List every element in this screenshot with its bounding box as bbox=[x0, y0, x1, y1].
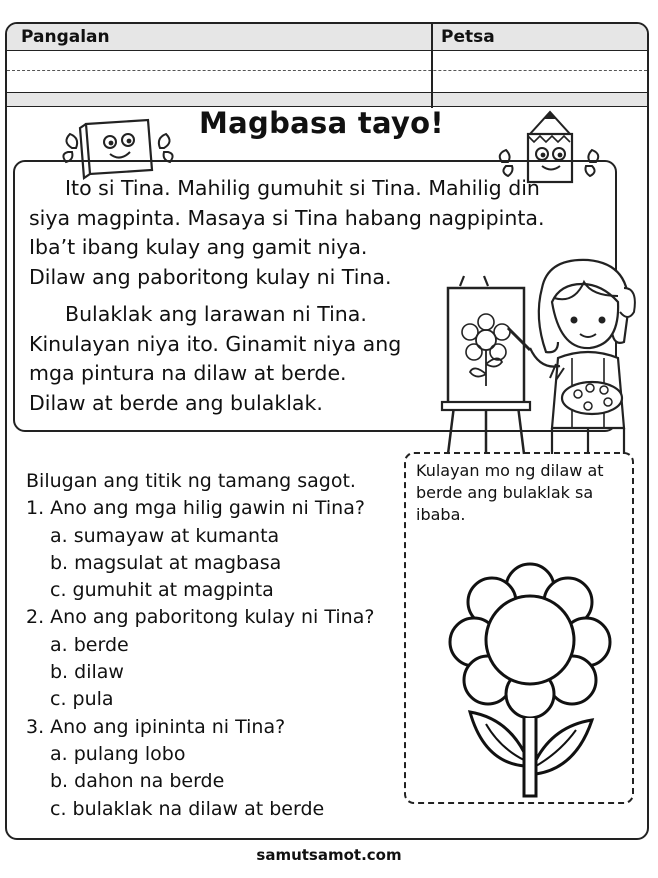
writing-line-top bbox=[7, 92, 647, 93]
coloring-instruction: Kulayan mo ng dilaw at berde ang bulaklak sa ibaba. bbox=[416, 461, 604, 524]
choice-2a[interactable]: a. berde bbox=[50, 633, 129, 656]
choice-3a[interactable]: a. pulang lobo bbox=[50, 742, 186, 765]
choice-3b[interactable]: b. dahon na berde bbox=[50, 770, 225, 793]
header-table bbox=[7, 24, 647, 110]
name-label: Pangalan bbox=[21, 27, 110, 47]
story-line: mga pintura na dilaw at berde. bbox=[29, 361, 347, 385]
footer-site: samutsamot.com bbox=[256, 846, 402, 864]
story-line: Bulaklak ang larawan ni Tina. bbox=[65, 302, 367, 326]
story-line: Dilaw ang paboritong kulay ni Tina. bbox=[29, 264, 392, 289]
girl-painting-illustration bbox=[438, 258, 638, 456]
story-line: Kinulayan niya ito. Ginamit niya ang bbox=[29, 331, 402, 356]
choice-1a[interactable]: a. sumayaw at kumanta bbox=[50, 524, 280, 547]
choice-2b[interactable]: b. dilaw bbox=[50, 661, 124, 684]
choice-1b[interactable]: b. magsulat at magbasa bbox=[50, 551, 282, 574]
header-divider bbox=[431, 24, 433, 108]
question-1: 1. Ano ang mga hilig gawin ni Tina? bbox=[26, 497, 365, 520]
choice-2c[interactable]: c. pula bbox=[50, 688, 114, 711]
story-line: Dilaw at berde ang bulaklak. bbox=[29, 390, 323, 415]
questions-section bbox=[26, 468, 374, 823]
choice-3c[interactable]: c. bulaklak na dilaw at berde bbox=[50, 797, 325, 820]
writing-line-dashed bbox=[7, 70, 647, 71]
story-line: Ito si Tina. Mahilig gumuhit si Tina. Mahilig din bbox=[65, 176, 540, 200]
instruction: Bilugan ang titik ng tamang sagot. bbox=[26, 470, 356, 492]
page-title: Magbasa tayo! bbox=[199, 106, 444, 140]
question-3: 3. Ano ang ipininta ni Tina? bbox=[26, 715, 286, 738]
story-line: Iba’t ibang kulay ang gamit niya. bbox=[29, 235, 368, 259]
date-label: Petsa bbox=[441, 27, 495, 47]
flower-outline-illustration[interactable] bbox=[440, 560, 620, 810]
question-2: 2. Ano ang paboritong kulay ni Tina? bbox=[26, 606, 375, 629]
story-line: siya magpinta. Masaya si Tina habang nagpipinta. bbox=[29, 205, 545, 230]
choice-1c[interactable]: c. gumuhit at magpinta bbox=[50, 579, 274, 602]
writing-band bbox=[7, 92, 647, 106]
